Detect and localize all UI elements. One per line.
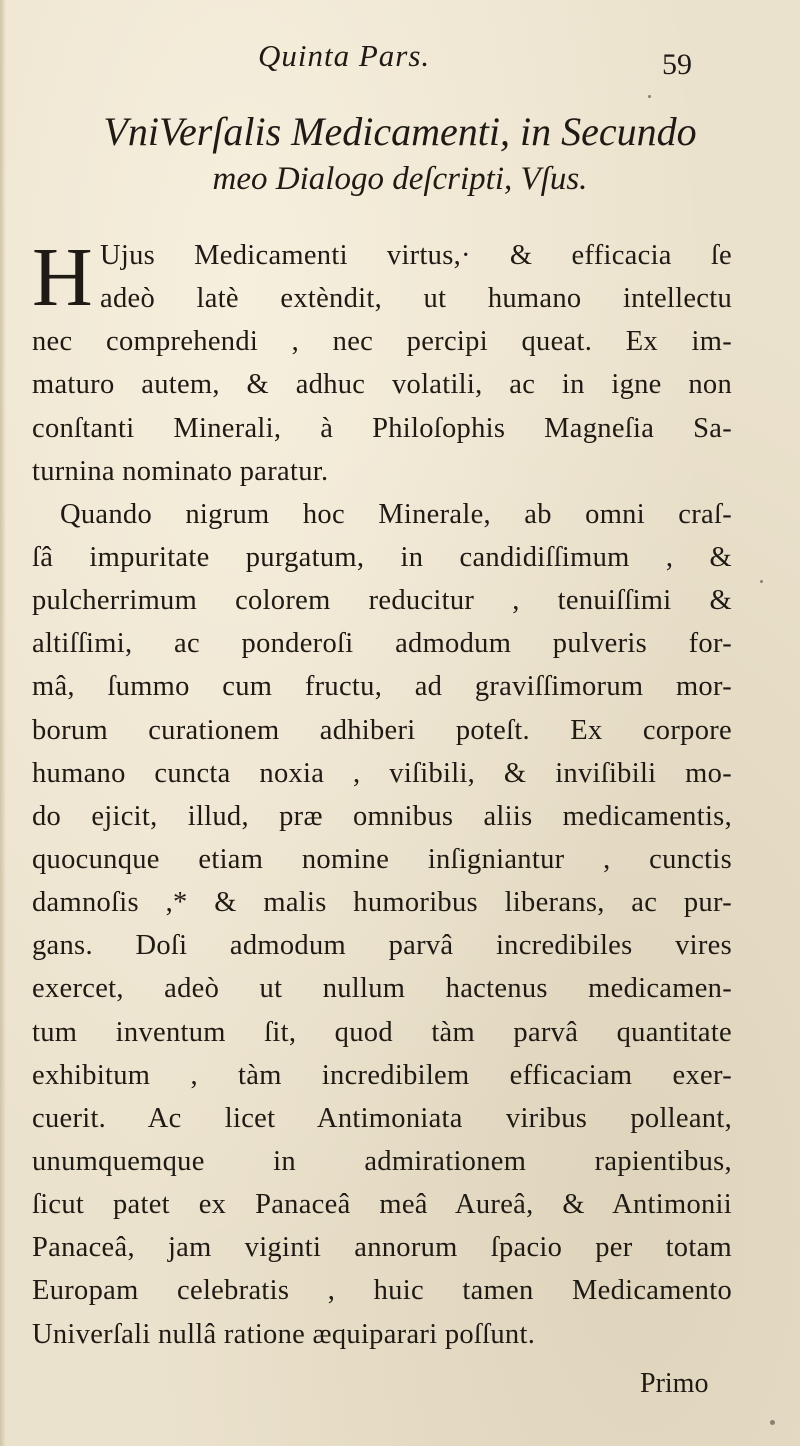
text-line: tum inventum ſit, quod tàm parvâ quantitate: [32, 1016, 732, 1048]
text-line: gans. Doſi admodum parvâ incredibiles vires: [32, 930, 732, 962]
text-line: Quando nigrum hoc Minerale, ab omni craſ-: [60, 498, 732, 530]
text-line: conſtanti Minerali, à Philoſophis Magneſia Sa-: [32, 412, 732, 444]
text-line: Univerſali nullâ ratione æquiparari poſſunt.: [32, 1318, 536, 1350]
chapter-title: [0, 108, 800, 202]
text-line: adeò latè extèndit, ut humano intellectu: [100, 283, 732, 315]
text-line: humano cuncta noxia , viſibili, & inviſibili mo-: [32, 757, 732, 789]
running-title: Quinta Pars.: [258, 38, 431, 73]
body-paragraphs: [32, 231, 732, 1356]
text-line: exercet, adeò ut nullum hactenus medicamen-: [32, 973, 732, 1005]
text-line: nec comprehendi , nec percipi queat. Ex im-: [32, 326, 732, 358]
text-line: exhibitum , tàm incredibilem efficaciam exer-: [32, 1059, 732, 1091]
text-line: pulcherrimum colorem reducitur , tenuiſſimi &: [32, 585, 732, 617]
paper-speck: [760, 580, 763, 583]
page-header: [0, 38, 800, 88]
text-line: ſicut patet ex Panaceâ meâ Aureâ, & Antimonii: [32, 1189, 732, 1221]
chapter-title-line-2: meo Dialogo deſcripti, Vſus.: [212, 161, 588, 197]
text-line: Ujus Medicamenti virtus,· & efficacia ſe: [100, 240, 732, 271]
text-line: Panaceâ, jam viginti annorum ſpacio per totam: [32, 1232, 732, 1264]
text-line: cuerit. Ac licet Antimoniata viribus polleant,: [32, 1102, 732, 1134]
text-line: Europam celebratis , huic tamen Medicamento: [32, 1275, 732, 1307]
chapter-title-line-1: VniVerſalis Medicamenti, in Secundo: [103, 109, 697, 154]
text-line: quocunque etiam nomine inſigniantur , cunctis: [32, 843, 732, 875]
text-line: maturo autem, & adhuc volatili, ac in igne non: [32, 369, 732, 401]
paper-speck: [770, 1420, 775, 1425]
text-line: turnina nominato paratur.: [32, 455, 329, 487]
text-line: unumquemque in admirationem rapientibus,: [32, 1145, 732, 1177]
text-line: mâ, ſummo cum fructu, ad graviſſimorum mor-: [32, 671, 732, 703]
text-line: borum curationem adhiberi poteſt. Ex corpore: [32, 714, 732, 746]
catchword: Primo: [640, 1368, 709, 1399]
page-number: 59: [662, 48, 692, 81]
text-line: ſâ impuritate purgatum, in candidiſſimum , &: [32, 541, 732, 573]
page-gutter-shadow: [0, 0, 6, 1446]
drop-capital: H: [32, 231, 93, 324]
text-line: do ejicit, illud, præ omnibus aliis medicamentis,: [32, 800, 732, 832]
text-line: altiſſimi, ac ponderoſi admodum pulveris for-: [32, 628, 732, 660]
paper-speck: [648, 95, 651, 98]
text-line: damnoſis ,* & malis humoribus liberans, ac pur-: [32, 887, 732, 919]
